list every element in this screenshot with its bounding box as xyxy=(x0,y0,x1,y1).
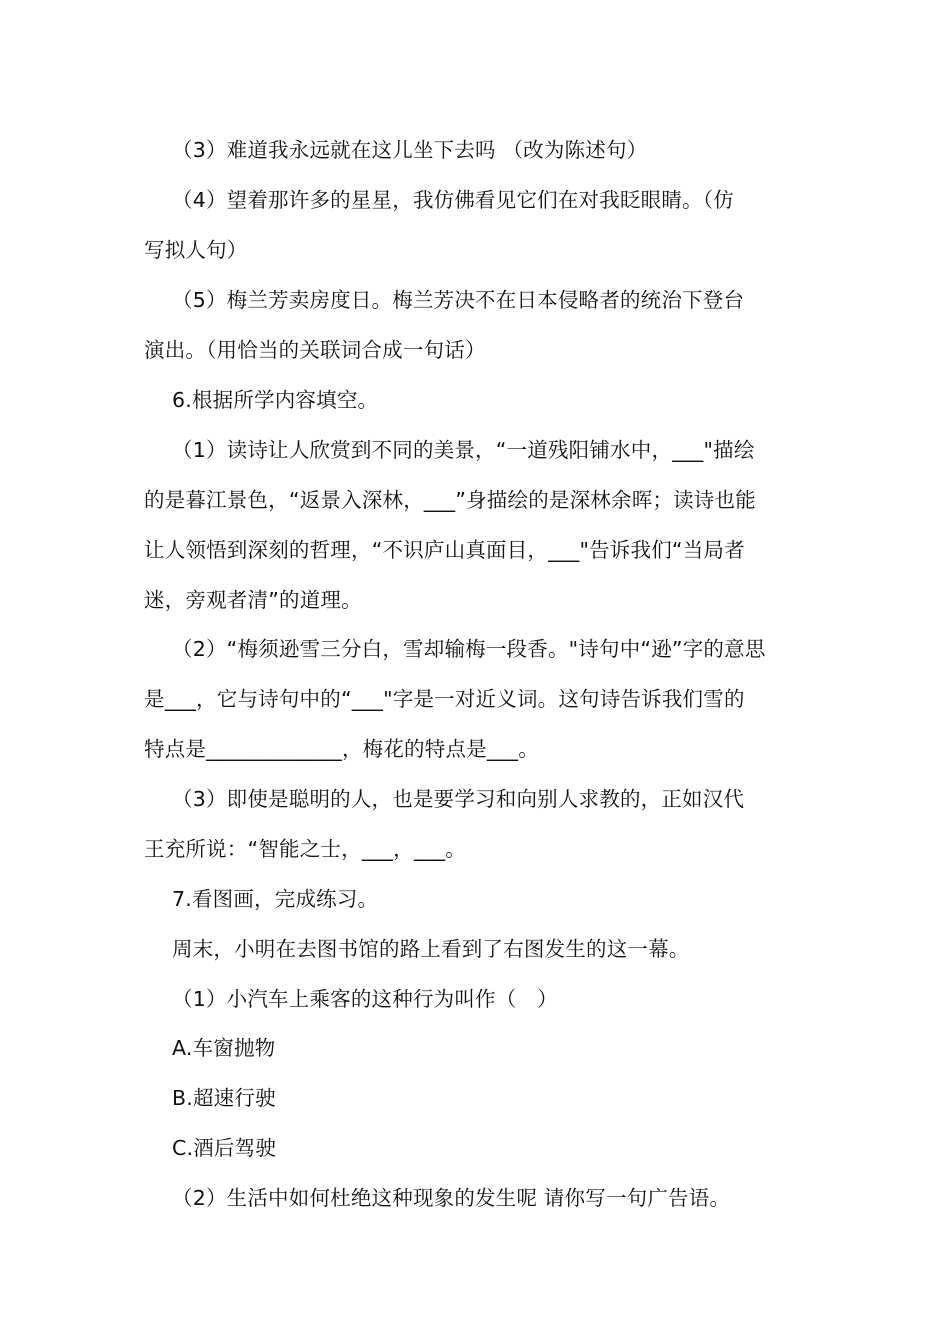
section-6-heading: 6.根据所学内容填空。 xyxy=(172,388,379,412)
section-7-item-1: （1）小汽车上乘客的这种行为叫作（ ） xyxy=(172,987,558,1011)
section-6-item-2: （2）“梅须逊雪三分白，雪却输梅一段香。"诗句中“逊”字的意思 xyxy=(172,637,766,661)
question-4-rewrite: （4）望着那许多的星星，我仿佛看见它们在对我眨眼睛。（仿 xyxy=(172,188,734,212)
option-b: B.超速行驶 xyxy=(172,1086,276,1110)
section-7-item-2: （2）生活中如何杜绝这种现象的发生呢 请你写一句广告语。 xyxy=(172,1186,731,1210)
option-c: C.酒后驾驶 xyxy=(172,1136,277,1160)
section-6-item-1-line-4: 迷，旁观者清”的道理。 xyxy=(144,588,362,612)
section-6-item-3-line-2: 王充所说：“智能之士，___，___。 xyxy=(144,837,466,861)
section-6-item-2-line-3: 特点是_____________，梅花的特点是___。 xyxy=(144,737,539,761)
section-6-item-3: （3）即使是聪明的人，也是要学习和向别人求教的，正如汉代 xyxy=(172,787,745,811)
section-7-heading: 7.看图画，完成练习。 xyxy=(172,887,379,911)
question-5-continued: 演出。（用恰当的关联词合成一句话） xyxy=(144,338,486,362)
section-6-item-1: （1）读诗让人欣赏到不同的美景，“一道残阳铺水中，___"描绘 xyxy=(172,438,755,462)
section-7-intro: 周末，小明在去图书馆的路上看到了右图发生的这一幕。 xyxy=(172,937,690,961)
section-6-item-2-line-2: 是___，它与诗句中的“___"字是一对近义词。这句诗告诉我们雪的 xyxy=(144,687,745,711)
section-6-item-1-line-2: 的是暮江景色，“返景入深林，___”身描绘的是深林余晖；读诗也能 xyxy=(144,488,756,512)
section-6-item-1-line-3: 让人领悟到深刻的哲理，“不识庐山真面目，___"告诉我们“当局者 xyxy=(144,538,745,562)
option-a: A.车窗抛物 xyxy=(172,1036,276,1060)
question-4-continued: 写拟人句） xyxy=(144,238,248,262)
question-3-rewrite: （3）难道我永远就在这儿坐下去吗 （改为陈述句） xyxy=(172,138,648,162)
question-5-combine: （5）梅兰芳卖房度日。梅兰芳决不在日本侵略者的统治下登台 xyxy=(172,288,745,312)
